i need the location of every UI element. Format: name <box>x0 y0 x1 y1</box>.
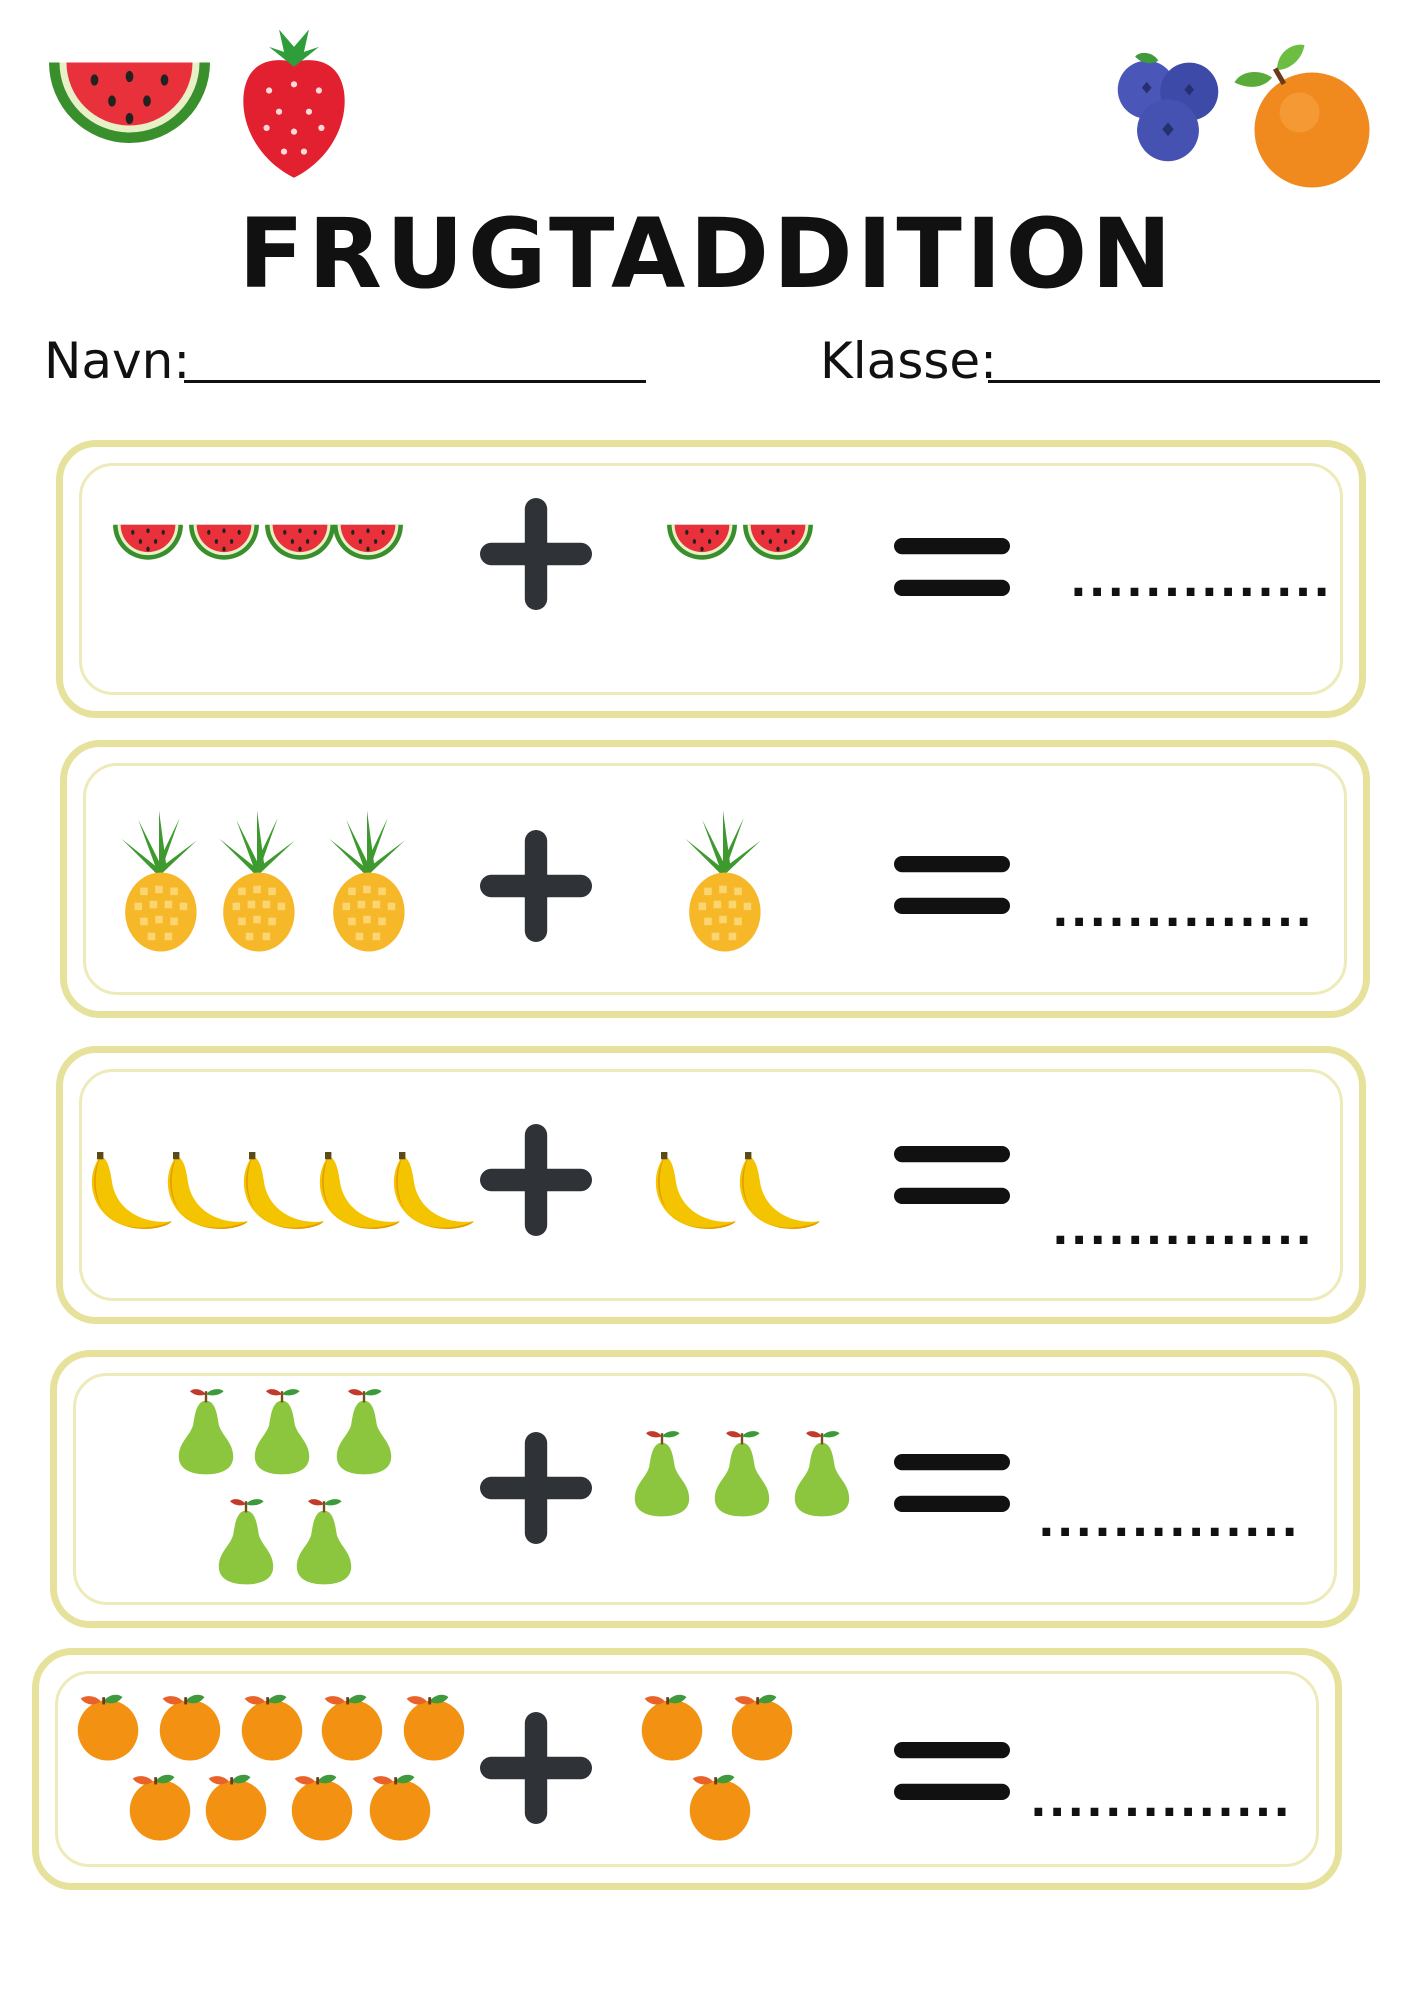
plus-icon <box>480 1432 592 1544</box>
banana-icon <box>646 1152 738 1234</box>
plus-icon <box>480 1712 592 1824</box>
banana-icon <box>730 1152 822 1234</box>
orange-icon <box>236 1690 308 1762</box>
orange-icon <box>200 1770 272 1842</box>
name-field[interactable] <box>184 380 646 383</box>
orange-icon <box>316 1690 388 1762</box>
orange-icon <box>364 1770 436 1842</box>
watermelon-icon <box>42 52 217 157</box>
orange-icon <box>124 1770 196 1842</box>
pineapple-icon <box>320 810 414 952</box>
orange-icon <box>726 1690 798 1762</box>
orange-icon <box>286 1770 358 1842</box>
pear-icon <box>250 1386 314 1478</box>
pineapple-icon <box>676 810 770 952</box>
answer-blank[interactable]: .............. <box>1052 886 1315 937</box>
pear-icon <box>292 1496 356 1588</box>
blueberry-icon <box>1110 48 1226 170</box>
pear-icon <box>214 1496 278 1588</box>
orange-icon <box>72 1690 144 1762</box>
watermelon-icon <box>330 520 406 566</box>
equals-icon <box>894 856 1010 914</box>
problem-card-orange <box>32 1648 1342 1890</box>
name-label: Navn: <box>44 332 191 390</box>
pear-icon <box>790 1428 854 1520</box>
pear-icon <box>630 1428 694 1520</box>
watermelon-icon <box>262 520 338 566</box>
pear-icon <box>332 1386 396 1478</box>
plus-icon <box>480 830 592 942</box>
watermelon-icon <box>664 520 740 566</box>
plus-icon <box>480 1124 592 1236</box>
pear-icon <box>174 1386 238 1478</box>
orange-icon <box>154 1690 226 1762</box>
watermelon-icon <box>186 520 262 566</box>
class-field[interactable] <box>988 380 1380 383</box>
equals-icon <box>894 1146 1010 1204</box>
answer-blank[interactable]: .............. <box>1038 1496 1301 1547</box>
answer-blank[interactable]: .............. <box>1070 556 1333 607</box>
equals-icon <box>894 538 1010 596</box>
pineapple-icon <box>210 810 304 952</box>
plus-icon <box>480 498 592 610</box>
orange-icon <box>398 1690 470 1762</box>
orange-icon <box>684 1770 756 1842</box>
answer-blank[interactable]: .............. <box>1030 1776 1293 1827</box>
watermelon-icon <box>110 520 186 566</box>
equals-icon <box>894 1454 1010 1512</box>
watermelon-icon <box>740 520 816 566</box>
page-title: FRUGTADDITION <box>238 198 1176 310</box>
answer-blank[interactable]: .............. <box>1052 1204 1315 1255</box>
orange-icon <box>636 1690 708 1762</box>
pineapple-icon <box>112 810 206 952</box>
orange-icon <box>1222 40 1382 190</box>
class-label: Klasse: <box>820 332 998 390</box>
pear-icon <box>710 1428 774 1520</box>
banana-icon <box>384 1152 476 1234</box>
strawberry-icon <box>230 22 358 184</box>
equals-icon <box>894 1742 1010 1800</box>
